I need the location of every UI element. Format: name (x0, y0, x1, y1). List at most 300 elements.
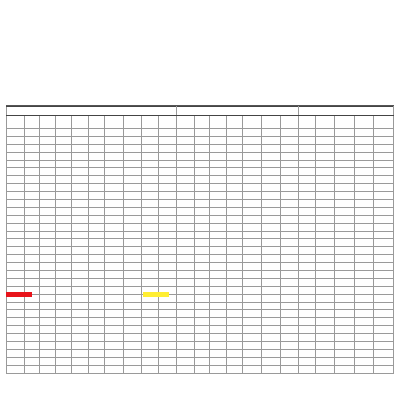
table-cell (7, 207, 25, 215)
table-cell (88, 129, 104, 137)
group-header-unit-3 (299, 107, 394, 116)
table-cell (123, 160, 141, 168)
table-cell (72, 192, 88, 200)
table-cell (210, 349, 226, 357)
table-cell (261, 318, 280, 326)
table-cell (242, 192, 261, 200)
table-cell (299, 192, 316, 200)
table-cell (280, 357, 298, 365)
table-cell (177, 357, 195, 365)
table-cell (316, 184, 335, 192)
table-cell (25, 215, 40, 223)
table-cell (316, 247, 335, 255)
table-cell (261, 326, 280, 334)
table-cell (104, 334, 123, 342)
column-header (40, 116, 56, 129)
table-cell (373, 247, 393, 255)
table-cell (40, 136, 56, 144)
table-cell (373, 152, 393, 160)
table-cell (261, 255, 280, 263)
table-cell (141, 144, 158, 152)
table-cell (56, 200, 72, 208)
table-cell (280, 144, 298, 152)
report-title (6, 96, 18, 105)
table-cell (316, 310, 335, 318)
table-cell (354, 326, 373, 334)
table-cell (123, 255, 141, 263)
table-cell (177, 223, 195, 231)
table-cell (141, 215, 158, 223)
hourly-row (7, 278, 394, 286)
legend-item-yellow (143, 292, 177, 300)
table-cell (159, 255, 177, 263)
table-cell (195, 136, 210, 144)
table-cell (335, 129, 354, 137)
table-cell (195, 255, 210, 263)
table-cell (56, 349, 72, 357)
table-cell (177, 129, 195, 137)
table-cell (40, 334, 56, 342)
legend (6, 292, 394, 306)
table-cell (40, 215, 56, 223)
table-cell (104, 365, 123, 373)
table-cell (40, 200, 56, 208)
table-cell (159, 247, 177, 255)
table-cell (335, 176, 354, 184)
table-cell (242, 144, 261, 152)
table-cell (88, 192, 104, 200)
table-cell (7, 144, 25, 152)
table-cell (177, 239, 195, 247)
table-cell (373, 334, 393, 342)
table-cell (88, 136, 104, 144)
table-cell (210, 334, 226, 342)
table-cell (299, 357, 316, 365)
table-cell (195, 215, 210, 223)
table-cell (159, 168, 177, 176)
table-cell (177, 184, 195, 192)
table-cell (316, 271, 335, 279)
column-header (261, 116, 280, 129)
table-cell (88, 184, 104, 192)
table-cell (354, 207, 373, 215)
table-cell (40, 184, 56, 192)
table-cell (159, 349, 177, 357)
table-cell (226, 271, 242, 279)
table-cell (299, 168, 316, 176)
table-cell (354, 152, 373, 160)
table-cell (88, 200, 104, 208)
table-cell (335, 231, 354, 239)
table-cell (316, 239, 335, 247)
table-cell (373, 271, 393, 279)
table-cell (316, 207, 335, 215)
hourly-row (7, 152, 394, 160)
table-cell (177, 231, 195, 239)
table-cell (242, 271, 261, 279)
table-cell (88, 152, 104, 160)
table-cell (335, 278, 354, 286)
table-cell (280, 334, 298, 342)
table-cell (56, 184, 72, 192)
table-cell (261, 278, 280, 286)
table-cell (159, 239, 177, 247)
column-header (141, 116, 158, 129)
table-cell (56, 342, 72, 350)
table-cell (299, 239, 316, 247)
table-cell (261, 160, 280, 168)
table-cell (141, 136, 158, 144)
table-cell (123, 326, 141, 334)
table-cell (280, 271, 298, 279)
table-cell (141, 263, 158, 271)
table-cell (40, 326, 56, 334)
table-cell (280, 247, 298, 255)
table-cell (210, 263, 226, 271)
table-cell (373, 207, 393, 215)
table-cell (177, 207, 195, 215)
table-cell (373, 184, 393, 192)
table-cell (373, 326, 393, 334)
table-cell (25, 184, 40, 192)
table-cell (56, 192, 72, 200)
table-cell (123, 129, 141, 137)
hourly-row (7, 160, 394, 168)
table-cell (25, 200, 40, 208)
table-cell (335, 247, 354, 255)
column-header (299, 116, 316, 129)
hourly-row (7, 192, 394, 200)
table-cell (242, 231, 261, 239)
table-cell (299, 334, 316, 342)
table-cell (210, 357, 226, 365)
table-cell (316, 326, 335, 334)
table-cell (7, 334, 25, 342)
table-cell (354, 357, 373, 365)
table-cell (56, 152, 72, 160)
table-cell (72, 136, 88, 144)
table-cell (195, 231, 210, 239)
hourly-row (7, 239, 394, 247)
table-cell (72, 207, 88, 215)
table-cell (56, 215, 72, 223)
table-cell (123, 271, 141, 279)
table-cell (226, 310, 242, 318)
table-cell (242, 278, 261, 286)
table-cell (299, 310, 316, 318)
table-cell (7, 318, 25, 326)
table-cell (373, 365, 393, 373)
table-cell (7, 247, 25, 255)
table-cell (210, 223, 226, 231)
table-cell (280, 326, 298, 334)
table-cell (159, 136, 177, 144)
table-cell (159, 152, 177, 160)
table-cell (177, 349, 195, 357)
table-cell (72, 176, 88, 184)
table-cell (195, 160, 210, 168)
table-cell (299, 271, 316, 279)
table-cell (316, 334, 335, 342)
table-cell (226, 215, 242, 223)
table-cell (123, 318, 141, 326)
table-cell (123, 247, 141, 255)
hourly-row (7, 176, 394, 184)
table-cell (25, 326, 40, 334)
table-cell (335, 365, 354, 373)
table-cell (299, 318, 316, 326)
table-cell (195, 342, 210, 350)
table-cell (373, 215, 393, 223)
table-cell (210, 168, 226, 176)
summary-row (7, 334, 394, 342)
table-cell (226, 176, 242, 184)
table-cell (7, 255, 25, 263)
table-cell (141, 168, 158, 176)
table-cell (88, 326, 104, 334)
table-cell (354, 215, 373, 223)
table-cell (177, 365, 195, 373)
table-cell (210, 239, 226, 247)
table-cell (104, 136, 123, 144)
table-cell (354, 310, 373, 318)
table-cell (177, 152, 195, 160)
table-cell (141, 357, 158, 365)
table-cell (159, 129, 177, 137)
table-body (7, 129, 394, 374)
table-cell (72, 310, 88, 318)
table-cell (40, 349, 56, 357)
table-cell (56, 271, 72, 279)
table-cell (123, 231, 141, 239)
table-cell (280, 168, 298, 176)
table-cell (195, 144, 210, 152)
table-cell (56, 310, 72, 318)
hourly-row (7, 207, 394, 215)
table-cell (177, 200, 195, 208)
table-cell (141, 310, 158, 318)
table-cell (280, 184, 298, 192)
table-cell (335, 168, 354, 176)
table-cell (72, 160, 88, 168)
table-cell (141, 239, 158, 247)
table-cell (40, 129, 56, 137)
table-cell (72, 365, 88, 373)
table-cell (123, 200, 141, 208)
table-cell (104, 223, 123, 231)
table-cell (316, 342, 335, 350)
table-cell (56, 129, 72, 137)
table-cell (141, 326, 158, 334)
table-cell (261, 231, 280, 239)
table-cell (7, 152, 25, 160)
table-cell (40, 318, 56, 326)
table-cell (7, 129, 25, 137)
table-cell (299, 136, 316, 144)
table-cell (141, 231, 158, 239)
table-cell (335, 144, 354, 152)
table-cell (25, 176, 40, 184)
table-cell (261, 357, 280, 365)
table-cell (177, 255, 195, 263)
table-cell (261, 247, 280, 255)
hourly-row (7, 271, 394, 279)
table-cell (354, 334, 373, 342)
table-cell (88, 334, 104, 342)
table-cell (7, 349, 25, 357)
table-cell (195, 239, 210, 247)
table-cell (40, 271, 56, 279)
table-cell (40, 168, 56, 176)
extra-row (7, 365, 394, 373)
table-cell (210, 326, 226, 334)
table-cell (104, 144, 123, 152)
column-header (177, 116, 195, 129)
table-cell (177, 144, 195, 152)
table-cell (226, 129, 242, 137)
table-cell (141, 342, 158, 350)
table-cell (280, 278, 298, 286)
table-cell (159, 334, 177, 342)
table-cell (280, 342, 298, 350)
column-header (72, 116, 88, 129)
table-cell (123, 168, 141, 176)
table-cell (373, 349, 393, 357)
table-cell (195, 176, 210, 184)
table-cell (159, 278, 177, 286)
table-cell (210, 231, 226, 239)
table-cell (7, 192, 25, 200)
table-cell (159, 207, 177, 215)
table-cell (7, 342, 25, 350)
table-cell (316, 144, 335, 152)
table-cell (159, 271, 177, 279)
table-cell (335, 239, 354, 247)
table-cell (25, 334, 40, 342)
table-cell (159, 357, 177, 365)
table-cell (242, 318, 261, 326)
table-cell (210, 365, 226, 373)
table-cell (104, 357, 123, 365)
table-cell (88, 349, 104, 357)
table-cell (316, 192, 335, 200)
table-cell (141, 176, 158, 184)
table-cell (88, 247, 104, 255)
table-cell (316, 357, 335, 365)
table-cell (316, 136, 335, 144)
table-cell (335, 136, 354, 144)
legend-swatch-red (6, 292, 32, 297)
table-cell (261, 176, 280, 184)
table-cell (104, 215, 123, 223)
table-cell (373, 310, 393, 318)
table-cell (25, 192, 40, 200)
table-cell (177, 318, 195, 326)
table-cell (242, 255, 261, 263)
table-cell (195, 318, 210, 326)
table-cell (104, 271, 123, 279)
table-cell (123, 223, 141, 231)
group-header-row (7, 107, 394, 116)
table-cell (88, 215, 104, 223)
table-cell (226, 342, 242, 350)
table-cell (123, 136, 141, 144)
column-header (195, 116, 210, 129)
table-cell (242, 200, 261, 208)
table-cell (72, 184, 88, 192)
table-cell (195, 357, 210, 365)
table-cell (177, 192, 195, 200)
table-cell (72, 278, 88, 286)
table-cell (210, 255, 226, 263)
table-cell (210, 215, 226, 223)
table-cell (56, 334, 72, 342)
table-cell (299, 342, 316, 350)
table-cell (261, 129, 280, 137)
table-cell (354, 349, 373, 357)
table-cell (7, 310, 25, 318)
table-cell (242, 263, 261, 271)
table-cell (159, 310, 177, 318)
table-cell (72, 318, 88, 326)
table-cell (177, 136, 195, 144)
table-cell (159, 326, 177, 334)
table-cell (40, 247, 56, 255)
table-cell (354, 160, 373, 168)
table-cell (335, 271, 354, 279)
column-header (316, 116, 335, 129)
table-cell (335, 160, 354, 168)
table-cell (25, 278, 40, 286)
table-cell (242, 152, 261, 160)
table-cell (226, 152, 242, 160)
extra-row (7, 357, 394, 365)
hourly-row (7, 168, 394, 176)
hourly-row (7, 129, 394, 137)
table-cell (7, 184, 25, 192)
table-cell (56, 176, 72, 184)
table-cell (104, 160, 123, 168)
legend-swatch-yellow (143, 292, 169, 297)
hourly-row (7, 136, 394, 144)
table-cell (56, 136, 72, 144)
table-cell (195, 349, 210, 357)
table-cell (25, 239, 40, 247)
table-cell (56, 357, 72, 365)
table-cell (354, 255, 373, 263)
table-cell (88, 160, 104, 168)
table-cell (261, 184, 280, 192)
table-cell (335, 334, 354, 342)
table-cell (141, 160, 158, 168)
table-cell (354, 239, 373, 247)
table-cell (242, 207, 261, 215)
table-cell (373, 342, 393, 350)
table-cell (40, 310, 56, 318)
table-cell (159, 342, 177, 350)
table-cell (195, 310, 210, 318)
table-cell (104, 192, 123, 200)
table-cell (373, 231, 393, 239)
column-header (25, 116, 40, 129)
table-cell (25, 263, 40, 271)
table-cell (123, 239, 141, 247)
table-cell (210, 160, 226, 168)
table-cell (88, 207, 104, 215)
table-cell (335, 200, 354, 208)
column-header (280, 116, 298, 129)
table-cell (280, 136, 298, 144)
